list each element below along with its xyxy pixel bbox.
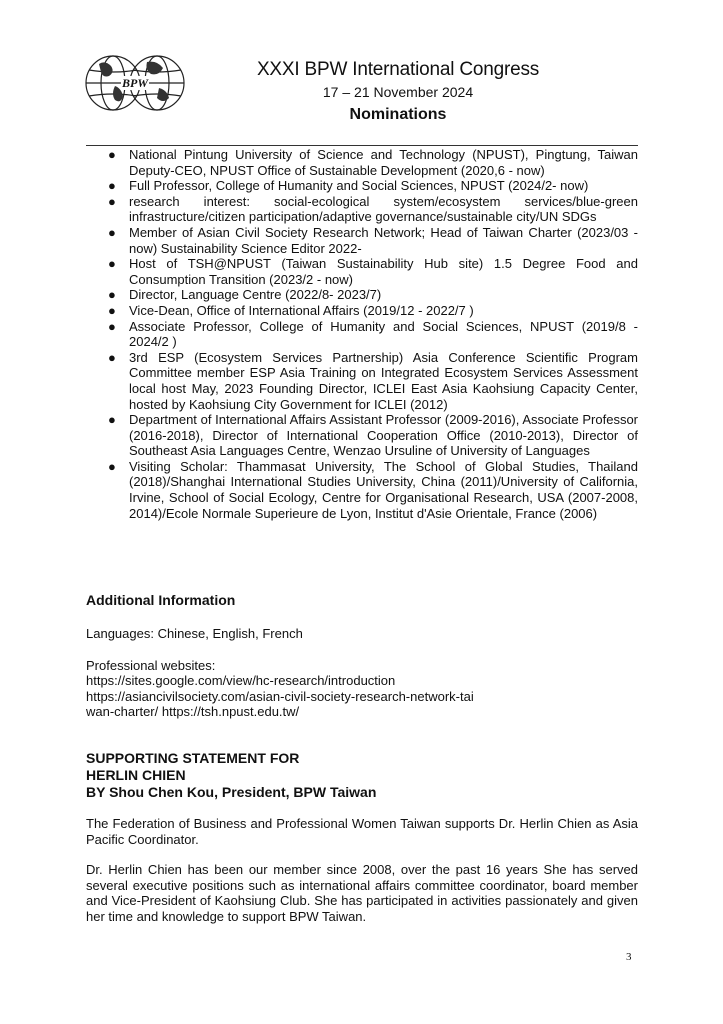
list-item: ● Full Professor, College of Humanity and Social Sciences, NPUST (2024/2- now): [108, 178, 589, 194]
list-item: ● research interest: social-ecological system/ecosystem services/blue-green infrastructure/citizen participation/adaptive governance/sustainable city/UN SDGs: [108, 193, 638, 225]
list-item: ● Host of TSH@NPUST (Taiwan Sustainability Hub site) 1.5 Degree Food and Consumption Transition (2023/2 - now): [108, 256, 638, 287]
list-item: ● Visiting Scholar: Thammasat University, The School of Global Studies, Thailand (2018)/Shanghai International Studies University, China (2011)/University of California, Irvine, School of Social Ecology, Centre for Organisational Research, USA (2007-2008, 2014)/Ecole Normale Superieure de Lyon, Institut d'Asie Orientale, France (2006): [108, 458, 638, 521]
bullet-icon: ●: [108, 458, 116, 474]
bullet-icon: ●: [108, 147, 116, 162]
list-item: ● Director, Language Centre (2022/8- 2023/7): [108, 287, 382, 303]
bullet-icon: ●: [108, 224, 116, 240]
bullet-icon: ●: [108, 193, 116, 209]
logo-text: BPW: [121, 76, 149, 90]
congress-title: XXXI BPW International Congress: [256, 59, 540, 80]
career-bullet-list: [86, 147, 638, 521]
languages-text: Languages: Chinese, English, French: [86, 626, 303, 641]
statement-paragraph-1: The Federation of Business and Professional Women Taiwan supports Dr. Herlin Chien as Asia Pacific Coordinator.: [86, 816, 638, 847]
statement-paragraph-2: Dr. Herlin Chien has been our member since 2008, over the past 16 years She has served several executive positions such as international affairs committee coordinator, board member and Vice-President of Kaohsiung Club. She has participated in activities passionately and given her time and knowledge to support BPW Taiwan.: [86, 862, 638, 924]
website-link-3[interactable]: wan-charter/ https://tsh.npust.edu.tw/: [86, 704, 300, 719]
list-item: ● Member of Asian Civil Society Research Network; Head of Taiwan Charter (2023/03 - now) Sustainability Science Editor 2022-: [108, 224, 638, 256]
website-link-2[interactable]: https://asiancivilsociety.com/asian-civil-society-research-network-tai: [86, 689, 474, 704]
additional-info-heading: Additional Information: [86, 592, 236, 608]
header-divider: [86, 145, 638, 146]
list-item: ● Vice-Dean, Office of International Affairs (2019/12 - 2022/7 ): [108, 302, 474, 318]
bullet-icon: ●: [108, 318, 116, 334]
statement-heading: [86, 750, 376, 801]
page-subtitle: Nominations: [349, 106, 447, 123]
website-link-1[interactable]: https://sites.google.com/view/hc-research/introduction: [86, 673, 396, 688]
bullet-icon: ●: [108, 302, 116, 318]
statement-heading-line: SUPPORTING STATEMENT FOR: [86, 750, 300, 766]
list-item: ● Department of International Affairs Assistant Professor (2009-2016), Associate Professor (2016-2018), Director of International Cooperation Office (2010-2013), Director of Southeast Asia Languages Centre, Wenzao Ursuline of University of Languages: [108, 412, 638, 459]
bullet-icon: ●: [108, 256, 116, 272]
list-item: ● 3rd ESP (Ecosystem Services Partnership) Asia Conference Scientific Program Committee member ESP Asia Training on Integrated Ecosystem Services Assessment local host May, 2023 Founding Director, ICLEI East Asia Kaohsiung Capacity Center, hosted by Kaohsiung City Government for ICLEI (2012): [108, 349, 638, 412]
bullet-icon: ●: [108, 178, 116, 194]
bpw-logo: [85, 52, 185, 114]
page-number: 3: [626, 951, 632, 963]
statement-heading-line: HERLIN CHIEN: [86, 767, 186, 783]
congress-dates: 17 – 21 November 2024: [322, 84, 474, 100]
statement-heading-line: BY Shou Chen Kou, President, BPW Taiwan: [86, 784, 377, 800]
bullet-icon: ●: [108, 287, 116, 303]
list-item: ● National Pintung University of Science and Technology (NPUST), Pingtung, Taiwan Deputy-CEO, NPUST Office of Sustainable Development (2020,6 - now): [108, 147, 638, 178]
bullet-icon: ●: [108, 349, 116, 365]
websites-label: Professional websites:: [86, 658, 216, 673]
list-item: ● Associate Professor, College of Humanity and Social Sciences, NPUST (2019/8 - 2024/2 ): [108, 318, 638, 350]
bullet-icon: ●: [108, 412, 116, 428]
